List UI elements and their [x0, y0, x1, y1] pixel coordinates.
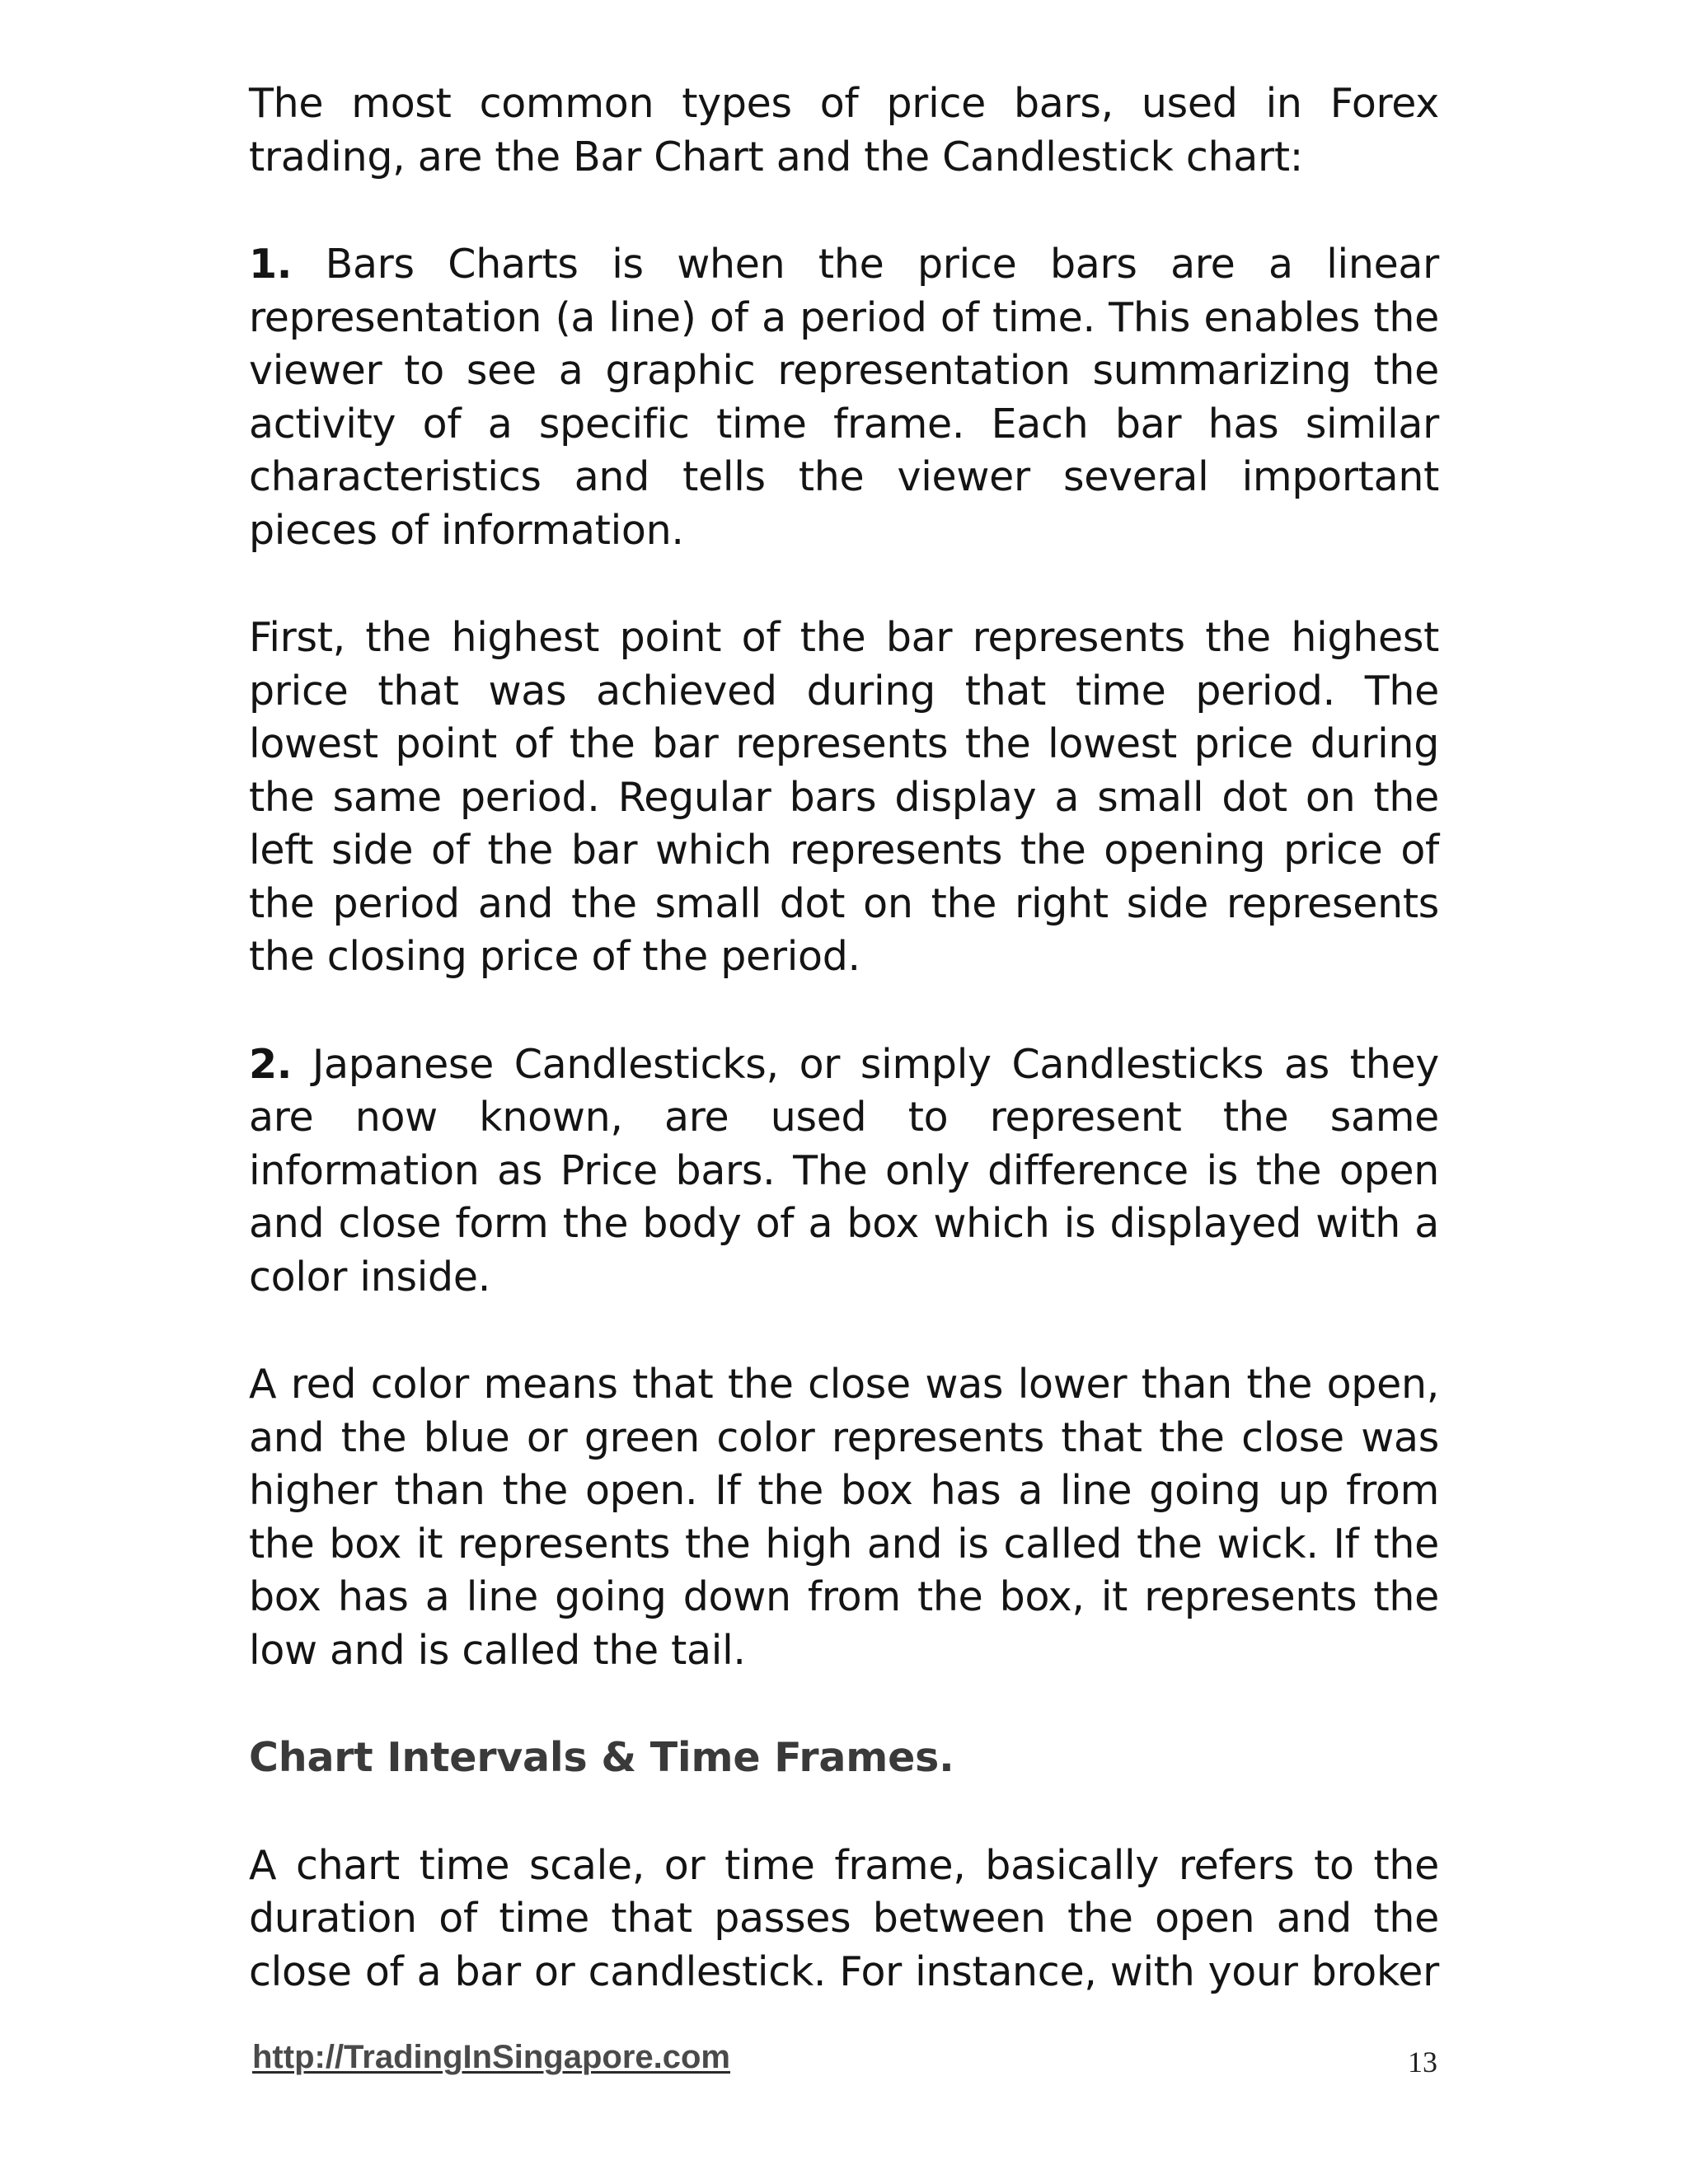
bar-chart-paragraph: [249, 238, 1439, 557]
list-number-1: 1.: [249, 241, 293, 288]
color-meaning-paragraph: A red color means that the close was lower than the open, and the blue or green color represents that the close was higher than the open. If the box has a line going up from the box it represents the high and is called the wick. If the box has a line going down from the box, it represents the low and is called the tail.: [249, 1361, 1439, 1674]
time-scale-paragraph: A chart time scale, or time frame, basically refers to the duration of time that passes between the open and the close of a bar or candlestick. For instance, with your broker: [249, 1841, 1439, 1995]
section-heading: Chart Intervals & Time Frames.: [249, 1734, 954, 1781]
footer-website-link[interactable]: http://TradingInSingapore.com: [252, 2039, 730, 2075]
intro-paragraph: The most common types of price bars, used in Forex trading, are the Bar Chart and the Candlestick chart:: [249, 80, 1439, 180]
page-content: [249, 77, 1439, 2053]
list-number-2: 2.: [249, 1040, 293, 1088]
candlestick-paragraph: [249, 1038, 1439, 1305]
bar-chart-text: Bars Charts is when the price bars are a linear representation (a line) of a period of time. This enables the viewer to see a graphic representation summarizing the activity of a specific time frame. Each bar has similar characteristics and tells the viewer several important pieces of information.: [249, 241, 1439, 554]
candlestick-text: Japanese Candlesticks, or simply Candlesticks as they are now known, are used to represent the same information as Price bars. The only difference is the open and close form the body of a box which is displayed with a color inside.: [249, 1040, 1439, 1301]
page-number: 13: [1408, 2046, 1437, 2079]
highest-point-paragraph: First, the highest point of the bar represents the highest price that was achieved during that time period. The lowest point of the bar represents the lowest price during the same period. Regular bars display a small dot on the left side of the bar which represents the opening price of the period and the small dot on the right side represents the closing price of the period.: [249, 614, 1439, 980]
